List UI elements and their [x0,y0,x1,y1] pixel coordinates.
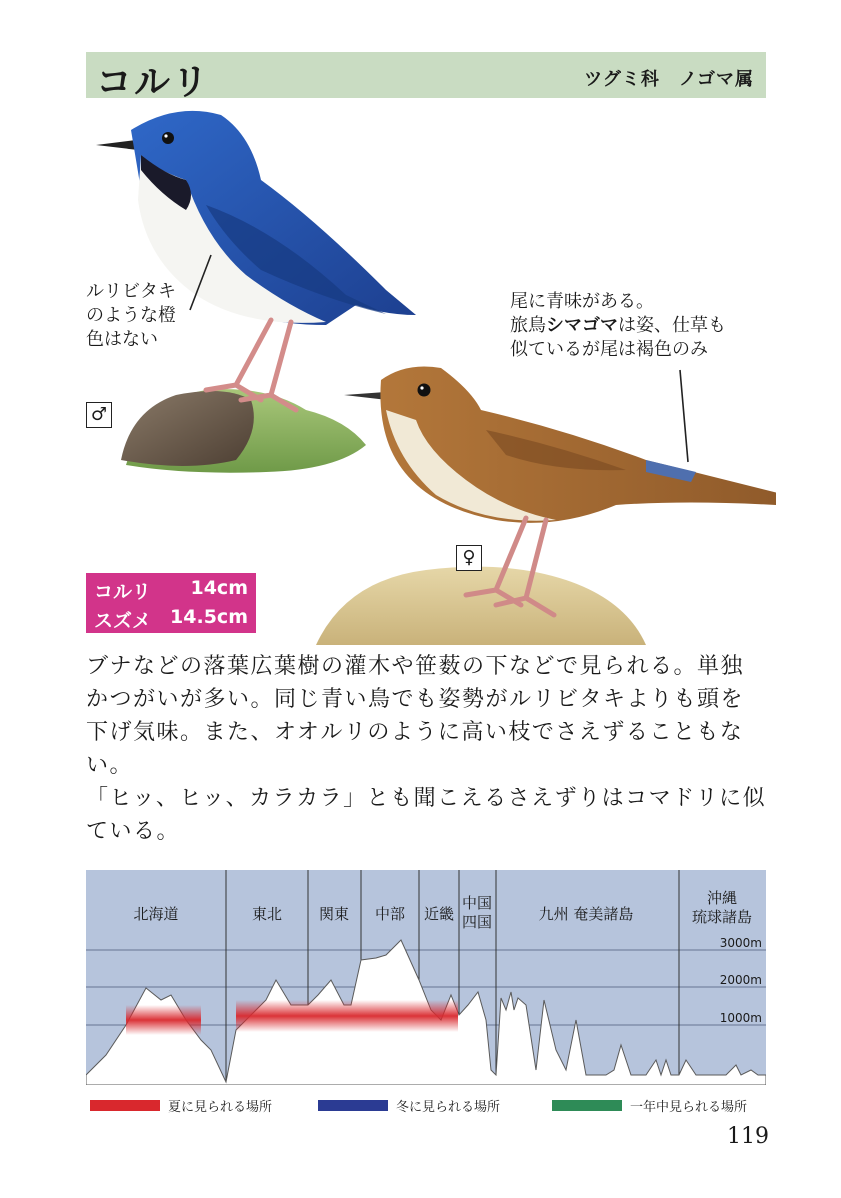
region-label: 九州 奄美諸島 [538,905,634,923]
legend-swatch [318,1100,388,1111]
male-symbol-icon: ♂ [86,402,112,428]
female-note-line: 尾に青味がある。 [510,291,654,312]
male-bird [96,111,416,410]
description-line: 下げ気味。また、オオルリのように高い枝でさえずることもない。 [86,720,744,778]
legend-label: 冬に見られる場所 [396,1100,501,1115]
region-label: 中国四国 [461,894,493,931]
range-chart [86,870,766,1085]
description-line: ブナなどの落葉広葉樹の灌木や笹薮の下などで見られる。単独 [86,654,745,679]
size-comparison-box [86,573,256,633]
description-line: かつがいが多い。同じ青い鳥でも姿勢がルリビタキよりも頭を [86,687,745,712]
female-note-leader [680,370,688,462]
related-species-name: シマゴマ [546,315,618,336]
male-note-line: のような橙 [86,305,176,326]
altitude-label: 1000m [719,1011,762,1025]
size-row: スズメ 14.5cm [94,606,248,632]
region-label: 北海道 [133,905,179,923]
altitude-label: 2000m [719,973,762,987]
description-line: ている。 [86,819,181,844]
legend-label: 一年中見られる場所 [630,1100,748,1115]
female-note-line: 似ているが尾は褐色のみ [510,339,708,360]
female-note-line: 旅鳥シマゴマは姿、仕草も [510,315,726,336]
region-label: 沖縄琉球諸島 [691,889,753,926]
male-note-line: ルリビタキ [86,281,176,302]
title-bar [86,52,766,103]
altitude-label: 3000m [719,936,762,950]
size-row: コルリ 14cm [94,577,248,603]
region-label: 東北 [251,905,283,923]
summer-range-hokkaido [126,1005,201,1035]
region-label: 関東 [318,905,350,923]
female-symbol-icon: ♀ [456,545,482,571]
region-label: 近畿 [423,905,455,923]
female-note [510,290,726,362]
region-label: 中部 [374,905,406,923]
male-note-line: 色はない [86,329,158,350]
species-description [86,650,776,848]
male-note [86,280,176,352]
summer-range-honshu [236,1000,458,1032]
range-chart-svg [86,870,766,1085]
legend-label: 夏に見られる場所 [168,1100,273,1115]
legend-swatch [552,1100,622,1111]
taxonomy-label: ツグミ科 ノゴマ属 [584,69,754,90]
species-title: コルリ [96,62,211,103]
bird-illustration [86,100,776,650]
description-line: 「ヒッ、ヒッ、カラカラ」とも聞こえるさえずりはコマドリに似 [86,786,767,811]
page-number: 119 [727,1124,769,1149]
legend-swatch [90,1100,160,1111]
female-perch [316,567,646,645]
